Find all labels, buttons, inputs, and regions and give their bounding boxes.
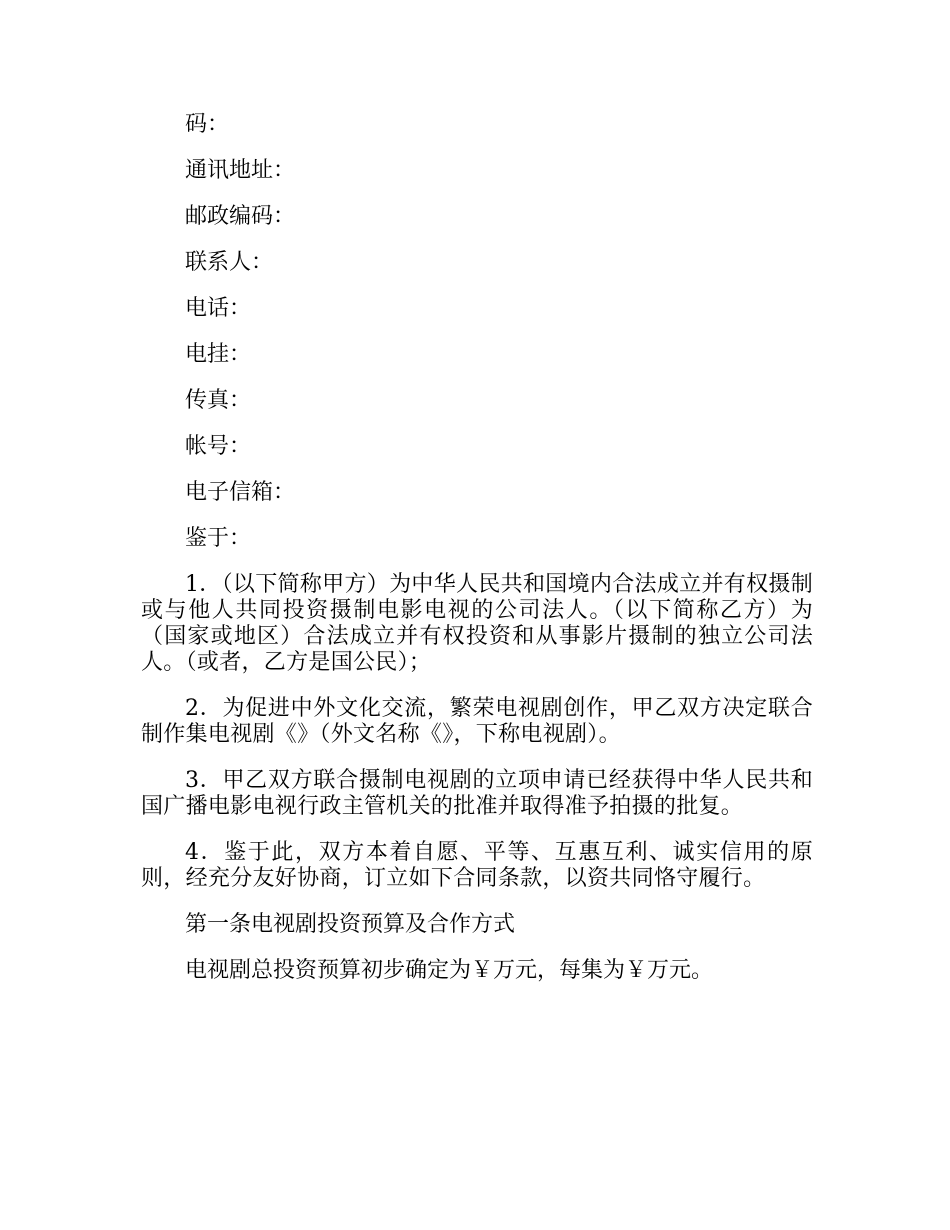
recital-paragraph-2: 2．为促进中外文化交流，繁荣电视剧创作，甲乙双方决定联合制作集电视剧《》（外文名称《》，下称电视剧）。 (141, 696, 813, 747)
recital-paragraph-1: 1．（以下简称甲方）为中华人民共和国境内合法成立并有权摄制或与他人共同投资摄制电影电视的公司法人。（以下简称乙方）为（国家或地区）合法成立并有权投资和从事影片摄制的独立公司法人。（或者，乙方是国公民）； (141, 572, 813, 675)
recital-paragraph-4: 4．鉴于此，双方本着自愿、平等、互惠互利、诚实信用的原则，经充分友好协商，订立如下合同条款，以资共同恪守履行。 (141, 840, 813, 891)
recital-paragraph-3: 3．甲乙双方联合摄制电视剧的立项申请已经获得中华人民共和国广播电影电视行政主管机关的批准并取得准予拍摄的批复。 (141, 768, 813, 819)
article-1-body: 电视剧总投资预算初步确定为￥万元，每集为￥万元。 (185, 958, 714, 983)
field-telex: 电挂： (185, 342, 252, 367)
field-phone: 电话： (185, 296, 252, 321)
document-body (141, 112, 813, 1004)
field-contact: 联系人： (185, 250, 274, 275)
field-fax: 传真： (185, 388, 252, 413)
field-code-suffix: 码： (185, 112, 230, 137)
field-address: 通讯地址： (185, 158, 296, 183)
article-1-title: 第一条电视剧投资预算及合作方式 (185, 912, 516, 937)
field-account: 帐号： (185, 434, 252, 459)
field-email: 电子信箱： (185, 480, 296, 505)
whereas-heading: 鉴于： (185, 526, 252, 551)
field-postal-code: 邮政编码： (185, 204, 296, 229)
